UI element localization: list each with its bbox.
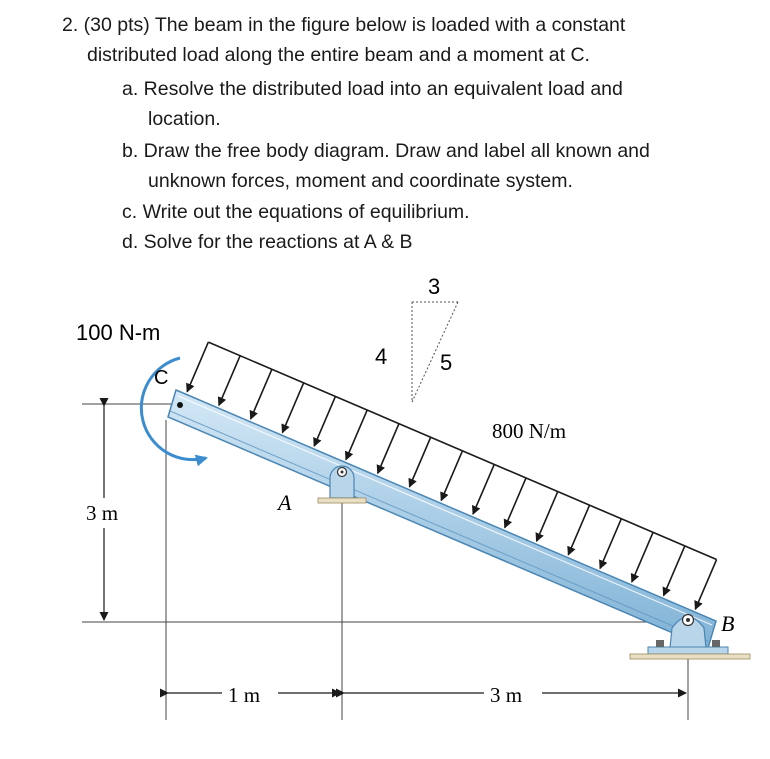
part-b-line1: b. Draw the free body diagram. Draw and label all known and bbox=[122, 140, 650, 162]
slope-run-label: 4 bbox=[375, 344, 388, 369]
load-arrow bbox=[568, 505, 589, 555]
problem-statement-line1: 2. (30 pts) The beam in the figure below is loaded with a constant bbox=[62, 14, 626, 36]
dimension-3m-label: 3 m bbox=[490, 683, 523, 707]
part-b-line2: unknown forces, moment and coordinate system. bbox=[148, 170, 573, 192]
point-c-dot bbox=[177, 402, 183, 408]
load-arrow bbox=[537, 492, 558, 542]
load-arrow bbox=[282, 383, 303, 433]
point-a-label: A bbox=[278, 490, 292, 515]
load-arrow bbox=[251, 369, 272, 419]
load-arrow bbox=[473, 464, 494, 514]
load-arrow bbox=[409, 437, 430, 487]
load-arrow bbox=[378, 424, 399, 474]
beam-highlight bbox=[178, 396, 712, 625]
load-arrow bbox=[695, 560, 716, 610]
part-c: c. Write out the equations of equilibrium. bbox=[122, 201, 470, 223]
load-arrow bbox=[314, 396, 335, 446]
load-arrow bbox=[346, 410, 367, 460]
load-arrow bbox=[441, 451, 462, 501]
load-intensity-label: 800 N/m bbox=[492, 419, 567, 443]
point-c-label: C bbox=[154, 367, 169, 389]
moment-label: 100 N-m bbox=[76, 320, 161, 345]
load-arrow bbox=[632, 532, 653, 582]
part-a-line1: a. Resolve the distributed load into an equivalent load and bbox=[122, 78, 623, 100]
distributed-load-arrows bbox=[187, 342, 716, 609]
point-b-label: B bbox=[721, 611, 735, 636]
load-arrow bbox=[219, 356, 240, 406]
height-dimension-label: 3 m bbox=[86, 501, 119, 525]
slope-rise-label: 3 bbox=[428, 274, 441, 299]
part-d: d. Solve for the reactions at A & B bbox=[122, 231, 413, 253]
load-arrow bbox=[187, 342, 208, 392]
slope-hyp-label: 5 bbox=[440, 350, 453, 375]
beam-web-line bbox=[170, 411, 708, 641]
load-arrow bbox=[600, 519, 621, 569]
problem-statement-line2: distributed load along the entire beam and a moment at C. bbox=[87, 44, 590, 66]
part-a-line2: location. bbox=[148, 108, 221, 130]
load-arrow bbox=[505, 478, 526, 528]
load-arrow bbox=[664, 546, 685, 596]
dimension-1m-label: 1 m bbox=[228, 683, 261, 707]
